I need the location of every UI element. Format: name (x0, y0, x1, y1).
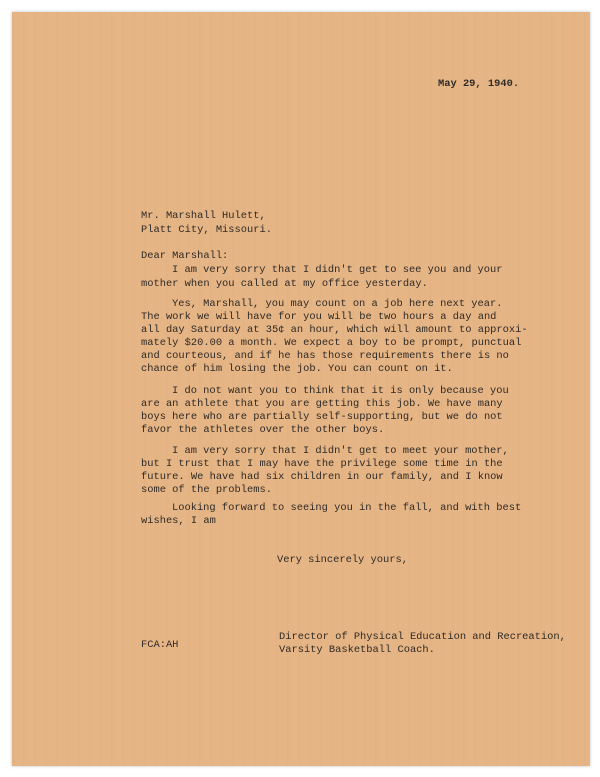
paragraph-line: and courteous, and if he has those requirements there is no (141, 350, 509, 362)
salutation: Dear Marshall: (141, 250, 229, 262)
paragraph-line: The work we will have for you will be two hours a day and (141, 311, 497, 323)
recipient-line: Mr. Marshall Hulett, (141, 210, 266, 222)
paragraph-line: favor the athletes over the other boys. (141, 424, 385, 436)
paragraph-line: Yes, Marshall, you may count on a job here next year. (172, 298, 503, 310)
paragraph-line: are an athlete that you are getting this job. We have many (141, 398, 503, 410)
closing: Very sincerely yours, (277, 554, 408, 566)
paragraph-line: all day Saturday at 35¢ an hour, which will amount to approxi- (141, 324, 528, 336)
paragraph-line: mother when you called at my office yesterday. (141, 278, 428, 290)
paragraph-line: mately $20.00 a month. We expect a boy to be prompt, punctual (141, 337, 522, 349)
paragraph-line: wishes, I am (141, 515, 216, 527)
reference-initials: FCA:AH (141, 639, 179, 651)
letter-date: May 29, 1940. (438, 78, 520, 90)
paragraph-line: but I trust that I may have the privilege some time in the (141, 458, 503, 470)
paragraph-line: I am very sorry that I didn't get to meet your mother, (172, 445, 509, 457)
paragraph-line: boys here who are partially self-supporting, but we do not (141, 411, 503, 423)
paragraph-line: I am very sorry that I didn't get to see you and your (172, 264, 503, 276)
paragraph-line: I do not want you to think that it is only because you (172, 385, 509, 397)
letter-page (12, 12, 590, 766)
signature-title-line: Varsity Basketball Coach. (279, 644, 435, 656)
recipient-line: Platt City, Missouri. (141, 224, 272, 236)
paragraph-line: Looking forward to seeing you in the fall, and with best (172, 502, 522, 514)
signature-title-line: Director of Physical Education and Recreation, (279, 631, 566, 643)
paragraph-line: some of the problems. (141, 484, 272, 496)
paragraph-line: future. We have had six children in our family, and I know (141, 471, 503, 483)
paragraph-line: chance of him losing the job. You can count on it. (141, 363, 453, 375)
